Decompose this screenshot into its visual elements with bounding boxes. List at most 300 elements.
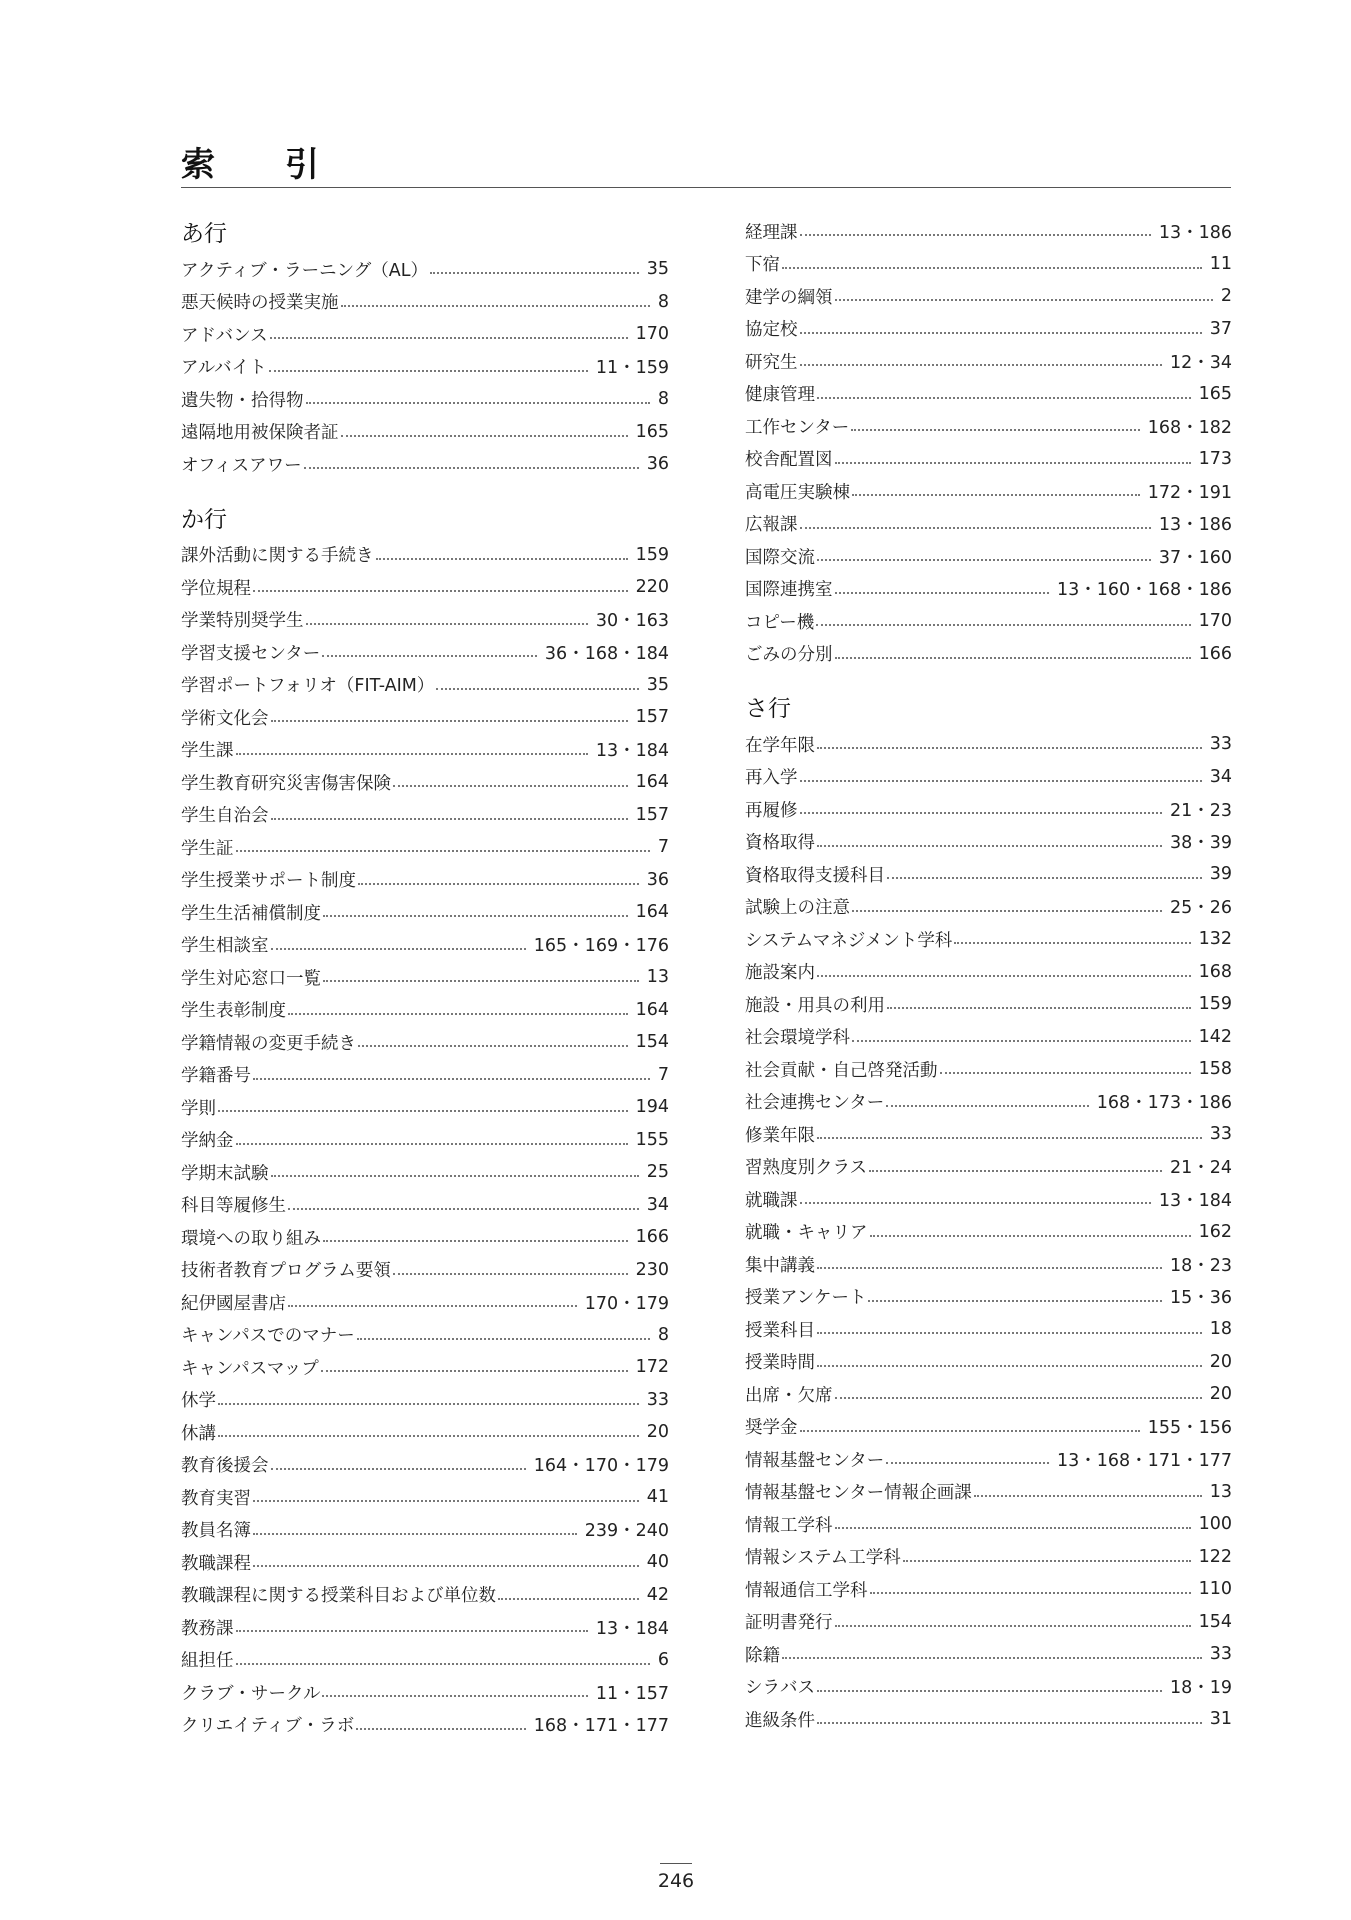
dot-leader [886, 1462, 1049, 1464]
index-entry [745, 923, 1232, 956]
index-entry [181, 799, 669, 832]
index-entry [745, 378, 1232, 411]
index-term: 教育実習 [181, 1488, 251, 1509]
index-term: 休学 [181, 1391, 216, 1412]
index-entry [181, 896, 669, 929]
index-entry [181, 318, 669, 351]
index-entry [745, 1346, 1232, 1379]
index-entry [181, 929, 669, 962]
dot-leader [817, 1365, 1202, 1367]
dot-leader [288, 1208, 639, 1210]
index-entry [745, 313, 1232, 346]
index-entry [745, 988, 1232, 1021]
index-term: 情報基盤センター情報企画課 [745, 1483, 972, 1504]
index-term: 授業アンケート [745, 1288, 867, 1309]
index-entry [745, 638, 1232, 671]
footer-divider [660, 1863, 692, 1864]
index-term: 就職・キャリア [745, 1223, 868, 1244]
index-term: 学生対応窓口一覧 [181, 968, 321, 989]
index-pages: 36 [646, 869, 669, 890]
index-entry [181, 701, 669, 734]
dot-leader [436, 688, 638, 690]
index-pages: 8 [657, 291, 669, 312]
index-entry [181, 1189, 669, 1222]
index-pages: 13 [1209, 1481, 1232, 1502]
index-term: 課外活動に関する手続き [181, 546, 374, 567]
index-term: 試験上の注意 [745, 898, 850, 919]
index-pages: 34 [1209, 766, 1232, 787]
index-pages: 7 [657, 837, 669, 858]
dot-leader [393, 1273, 628, 1275]
index-term: 社会貢献・自己啓発活動 [745, 1060, 938, 1081]
index-entry [181, 448, 669, 481]
index-entry [745, 1281, 1232, 1314]
index-entry [745, 1151, 1232, 1184]
index-term: 情報工学科 [745, 1515, 833, 1536]
index-term: 出席・欠席 [745, 1385, 833, 1406]
index-term: 施設案内 [745, 963, 815, 984]
index-pages: 132 [1198, 929, 1232, 950]
index-term: 情報システム工学科 [745, 1548, 901, 1569]
index-term: 資格取得支援科目 [745, 865, 885, 886]
index-term: 習熟度別クラス [745, 1158, 867, 1179]
index-pages: 166 [635, 1227, 669, 1248]
index-term: 学期末試験 [181, 1163, 269, 1184]
index-entry [745, 1086, 1232, 1119]
index-pages: 12・34 [1169, 352, 1232, 373]
index-entry [181, 539, 669, 572]
index-entry [181, 383, 669, 416]
dot-leader [835, 1527, 1191, 1529]
index-entry [745, 345, 1232, 378]
index-entry [745, 1573, 1232, 1606]
index-pages: 164 [635, 999, 669, 1020]
index-term: シラバス [745, 1678, 815, 1699]
index-term: 教務課 [181, 1618, 234, 1639]
index-term: 情報基盤センター [745, 1450, 885, 1471]
index-entry [181, 994, 669, 1027]
index-entry [181, 571, 669, 604]
index-pages: 165・169・176 [533, 936, 669, 957]
index-pages: 20 [1209, 1351, 1232, 1372]
index-term: 学生教育研究災害傷害保険 [181, 773, 391, 794]
dot-leader [271, 720, 628, 722]
dot-leader [817, 397, 1191, 399]
index-entry [181, 1611, 669, 1644]
dot-leader [800, 527, 1151, 529]
dot-leader [800, 780, 1202, 782]
index-term: 学生授業サポート制度 [181, 871, 356, 892]
index-term: アドバンス [181, 325, 268, 346]
index-pages: 157 [635, 707, 669, 728]
index-entry [745, 508, 1232, 541]
dot-leader [430, 272, 639, 274]
index-entry [181, 286, 669, 319]
index-term: 学習支援センター [181, 643, 321, 664]
index-pages: 13・184 [1158, 1190, 1232, 1211]
dot-leader [887, 1007, 1191, 1009]
index-term: 再履修 [745, 800, 798, 821]
dot-leader [271, 1468, 526, 1470]
index-entry [745, 1703, 1232, 1736]
index-pages: 154 [635, 1032, 669, 1053]
index-term: 授業科目 [745, 1320, 815, 1341]
index-pages: 168・171・177 [533, 1716, 669, 1737]
dot-leader [323, 980, 639, 982]
index-entry [745, 826, 1232, 859]
index-pages: 21・23 [1169, 800, 1232, 821]
index-pages: 173 [1198, 448, 1232, 469]
index-term: 学生自治会 [181, 806, 269, 827]
index-entry [181, 734, 669, 767]
index-pages: 20 [1209, 1384, 1232, 1405]
index-pages: 172・191 [1147, 482, 1232, 503]
dot-leader [835, 657, 1191, 659]
dot-leader [870, 1592, 1191, 1594]
index-term: 教職課程に関する授業科目および単位数 [181, 1586, 496, 1607]
dot-leader [852, 910, 1162, 912]
dot-leader [358, 883, 639, 885]
page-number: 246 [657, 1870, 695, 1892]
index-entry [745, 891, 1232, 924]
index-pages: 157 [635, 804, 669, 825]
index-pages: 170・179 [584, 1293, 669, 1314]
index-pages: 2 [1220, 286, 1232, 307]
index-entry [181, 1449, 669, 1482]
index-term: 学籍番号 [181, 1066, 251, 1087]
dot-leader [323, 1240, 628, 1242]
index-term: 資格取得 [745, 833, 815, 854]
index-pages: 11・157 [595, 1683, 669, 1704]
index-term: 学習ポートフォリオ（FIT-AIM） [181, 676, 435, 697]
index-column-left [181, 215, 669, 1741]
dot-leader [322, 655, 537, 657]
index-pages: 8 [657, 389, 669, 410]
index-entry [745, 1541, 1232, 1574]
index-entry [181, 1579, 669, 1612]
index-entry [181, 1676, 669, 1709]
dot-leader [376, 558, 628, 560]
index-term: 悪天候時の授業実施 [181, 293, 339, 314]
dot-leader [800, 1430, 1140, 1432]
dot-leader [817, 559, 1151, 561]
index-pages: 13・184 [595, 741, 669, 762]
index-entry [745, 1411, 1232, 1444]
index-entry [745, 280, 1232, 313]
index-pages: 170 [635, 324, 669, 345]
index-pages: 164 [635, 902, 669, 923]
index-pages: 158 [1198, 1059, 1232, 1080]
index-pages: 168・173・186 [1096, 1093, 1232, 1114]
index-entry [181, 1351, 669, 1384]
index-term: 証明書発行 [745, 1613, 833, 1634]
index-term: 研究生 [745, 352, 798, 373]
index-entry [745, 1671, 1232, 1704]
dot-leader [271, 1175, 639, 1177]
index-pages: 220 [635, 577, 669, 598]
index-pages: 165 [1198, 383, 1232, 404]
index-entry [181, 1156, 669, 1189]
index-pages: 13・186 [1158, 515, 1232, 536]
index-term: キャンパスマップ [181, 1358, 319, 1379]
index-pages: 13 [646, 967, 669, 988]
dot-leader [253, 1565, 639, 1567]
dot-leader [800, 812, 1162, 814]
index-entry [745, 475, 1232, 508]
dot-leader [817, 1722, 1202, 1724]
dot-leader [887, 877, 1202, 879]
index-entry [745, 573, 1232, 606]
index-pages: 35 [646, 674, 669, 695]
index-entry [745, 1638, 1232, 1671]
index-term: 教職課程 [181, 1553, 251, 1574]
index-pages: 18 [1209, 1319, 1232, 1340]
index-pages: 164・170・179 [533, 1456, 669, 1477]
index-pages: 25・26 [1169, 898, 1232, 919]
index-entry [745, 1606, 1232, 1639]
section-heading: さ行 [745, 696, 791, 722]
index-entry [745, 1183, 1232, 1216]
dot-leader [817, 1332, 1202, 1334]
dot-leader [974, 1495, 1202, 1497]
index-entry [745, 1476, 1232, 1509]
index-pages: 6 [657, 1649, 669, 1670]
index-term: 国際交流 [745, 547, 815, 568]
dot-leader [940, 1072, 1191, 1074]
index-term: 環境への取り組み [181, 1228, 321, 1249]
index-term: 科目等履修生 [181, 1196, 286, 1217]
dot-leader [253, 1078, 650, 1080]
index-term: 学術文化会 [181, 708, 269, 729]
dot-leader [236, 1630, 588, 1632]
index-term: クリエイティブ・ラボ [181, 1716, 355, 1737]
index-pages: 164 [635, 772, 669, 793]
index-entry [181, 1514, 669, 1547]
index-entry [745, 728, 1232, 761]
index-term: 協定校 [745, 320, 798, 341]
index-entry [181, 604, 669, 637]
dot-leader [816, 624, 1190, 626]
index-term: 紀伊國屋書店 [181, 1293, 286, 1314]
dot-leader [800, 234, 1151, 236]
index-pages: 155 [635, 1129, 669, 1150]
index-pages: 36・168・184 [544, 643, 669, 664]
index-term: 学籍情報の変更手続き [181, 1033, 356, 1054]
index-entry [745, 858, 1232, 891]
dot-leader [253, 590, 628, 592]
index-entry [181, 1546, 669, 1579]
index-term: 学納金 [181, 1131, 234, 1152]
index-pages: 37 [1209, 318, 1232, 339]
index-term: 学生課 [181, 741, 234, 762]
index-pages: 30・163 [595, 611, 669, 632]
dot-leader [954, 942, 1190, 944]
index-term: 遠隔地用被保険者証 [181, 423, 339, 444]
index-term: 集中講義 [745, 1255, 815, 1276]
dot-leader [322, 1695, 587, 1697]
index-pages: 21・24 [1169, 1158, 1232, 1179]
index-pages: 33 [1209, 1124, 1232, 1145]
index-term: キャンパスでのマナー [181, 1326, 355, 1347]
index-term: クラブ・サークル [181, 1683, 321, 1704]
dot-leader [236, 753, 588, 755]
index-pages: 13・184 [595, 1618, 669, 1639]
index-term: 学業特別奨学生 [181, 611, 304, 632]
index-pages: 122 [1198, 1546, 1232, 1567]
index-pages: 172 [635, 1357, 669, 1378]
index-term: 技術者教育プログラム要領 [181, 1261, 391, 1282]
dot-leader [869, 1170, 1162, 1172]
index-pages: 37・160 [1158, 547, 1232, 568]
index-entry [181, 1644, 669, 1677]
dot-leader [817, 845, 1162, 847]
dot-leader [356, 1728, 526, 1730]
dot-leader [817, 1690, 1162, 1692]
dot-leader [269, 370, 588, 372]
index-term: 休講 [181, 1423, 216, 1444]
index-pages: 142 [1198, 1026, 1232, 1047]
index-term: 再入学 [745, 768, 798, 789]
index-pages: 41 [646, 1487, 669, 1508]
dot-leader [852, 494, 1140, 496]
index-term: 授業時間 [745, 1353, 815, 1374]
index-term: 社会連携センター [745, 1093, 885, 1114]
dot-leader [817, 1267, 1162, 1269]
index-entry [181, 1026, 669, 1059]
index-pages: 165 [635, 421, 669, 442]
index-term: 国際連携室 [745, 580, 833, 601]
dot-leader [835, 462, 1191, 464]
index-term: 広報課 [745, 515, 798, 536]
index-term: 学生相談室 [181, 936, 269, 957]
index-term: 教育後援会 [181, 1456, 269, 1477]
dot-leader [817, 747, 1202, 749]
dot-leader [393, 785, 628, 787]
index-term: 経理課 [745, 222, 798, 243]
index-pages: 20 [646, 1422, 669, 1443]
dot-leader [253, 1500, 639, 1502]
index-pages: 39 [1209, 864, 1232, 885]
index-term: オフィスアワー [181, 455, 302, 476]
dot-leader [341, 435, 628, 437]
index-term: 学則 [181, 1098, 216, 1119]
index-entry [181, 669, 669, 702]
index-entry [745, 1216, 1232, 1249]
index-entry [181, 253, 669, 286]
dot-leader [782, 267, 1202, 269]
index-pages: 13・160・168・186 [1057, 580, 1232, 601]
dot-leader [218, 1403, 639, 1405]
index-term: 下宿 [745, 255, 780, 276]
index-term: 組担任 [181, 1651, 234, 1672]
dot-leader [800, 1202, 1151, 1204]
index-entry [745, 1443, 1232, 1476]
index-term: 施設・用具の利用 [745, 995, 885, 1016]
index-pages: 13・186 [1158, 222, 1232, 243]
index-entry [745, 1378, 1232, 1411]
dot-leader [323, 915, 628, 917]
index-entry [181, 961, 669, 994]
index-term: 修業年限 [745, 1125, 815, 1146]
dot-leader [236, 1143, 628, 1145]
dot-leader [835, 592, 1050, 594]
index-pages: 31 [1209, 1709, 1232, 1730]
index-entry [745, 215, 1232, 248]
index-pages: 40 [646, 1552, 669, 1573]
index-entry [181, 1124, 669, 1157]
dot-leader [271, 818, 628, 820]
index-term: 健康管理 [745, 385, 815, 406]
index-term: 奨学金 [745, 1418, 798, 1439]
dot-leader [782, 1657, 1202, 1659]
index-entry [745, 1118, 1232, 1151]
index-pages: 11・159 [595, 358, 669, 379]
section-heading: あ行 [181, 221, 227, 247]
dot-leader [236, 1663, 650, 1665]
index-pages: 100 [1198, 1514, 1232, 1535]
dot-leader [288, 1305, 577, 1307]
index-term: 教員名簿 [181, 1521, 251, 1542]
index-entry [181, 1416, 669, 1449]
index-pages: 162 [1198, 1221, 1232, 1242]
index-term: 進級条件 [745, 1710, 815, 1731]
index-pages: 168 [1198, 961, 1232, 982]
index-pages: 159 [1198, 994, 1232, 1015]
index-term: 学生表彰制度 [181, 1001, 286, 1022]
dot-leader [218, 1110, 628, 1112]
index-term: 遺失物・拾得物 [181, 390, 304, 411]
dot-leader [218, 1435, 639, 1437]
index-term: 建学の綱領 [745, 287, 833, 308]
index-entry [745, 1021, 1232, 1054]
index-entry [181, 864, 669, 897]
dot-leader [341, 305, 650, 307]
index-term: 高電圧実験棟 [745, 482, 850, 503]
dot-leader [306, 623, 588, 625]
index-entry [181, 831, 669, 864]
index-term: 学生証 [181, 838, 234, 859]
index-pages: 15・36 [1169, 1288, 1232, 1309]
index-pages: 38・39 [1169, 833, 1232, 854]
index-pages: 36 [646, 454, 669, 475]
index-term: 学生生活補償制度 [181, 903, 321, 924]
index-column-right [745, 215, 1232, 1736]
dot-leader [253, 1533, 577, 1535]
dot-leader [321, 1370, 628, 1372]
index-pages: 7 [657, 1064, 669, 1085]
dot-leader [851, 429, 1139, 431]
index-pages: 34 [646, 1194, 669, 1215]
index-pages: 8 [657, 1324, 669, 1345]
index-pages: 166 [1198, 643, 1232, 664]
page-title: 索 引 [181, 145, 337, 185]
dot-leader [817, 1137, 1202, 1139]
index-entry [181, 1319, 669, 1352]
index-pages: 194 [635, 1097, 669, 1118]
dot-leader [835, 1397, 1202, 1399]
index-entry [181, 351, 669, 384]
index-entry [181, 1286, 669, 1319]
index-term: 在学年限 [745, 735, 815, 756]
index-pages: 33 [1209, 734, 1232, 755]
index-entry [181, 1384, 669, 1417]
dot-leader [835, 299, 1213, 301]
index-pages: 33 [646, 1389, 669, 1410]
index-pages: 33 [1209, 1644, 1232, 1665]
section-heading: か行 [181, 506, 227, 533]
index-pages: 154 [1198, 1611, 1232, 1632]
dot-leader [800, 332, 1202, 334]
